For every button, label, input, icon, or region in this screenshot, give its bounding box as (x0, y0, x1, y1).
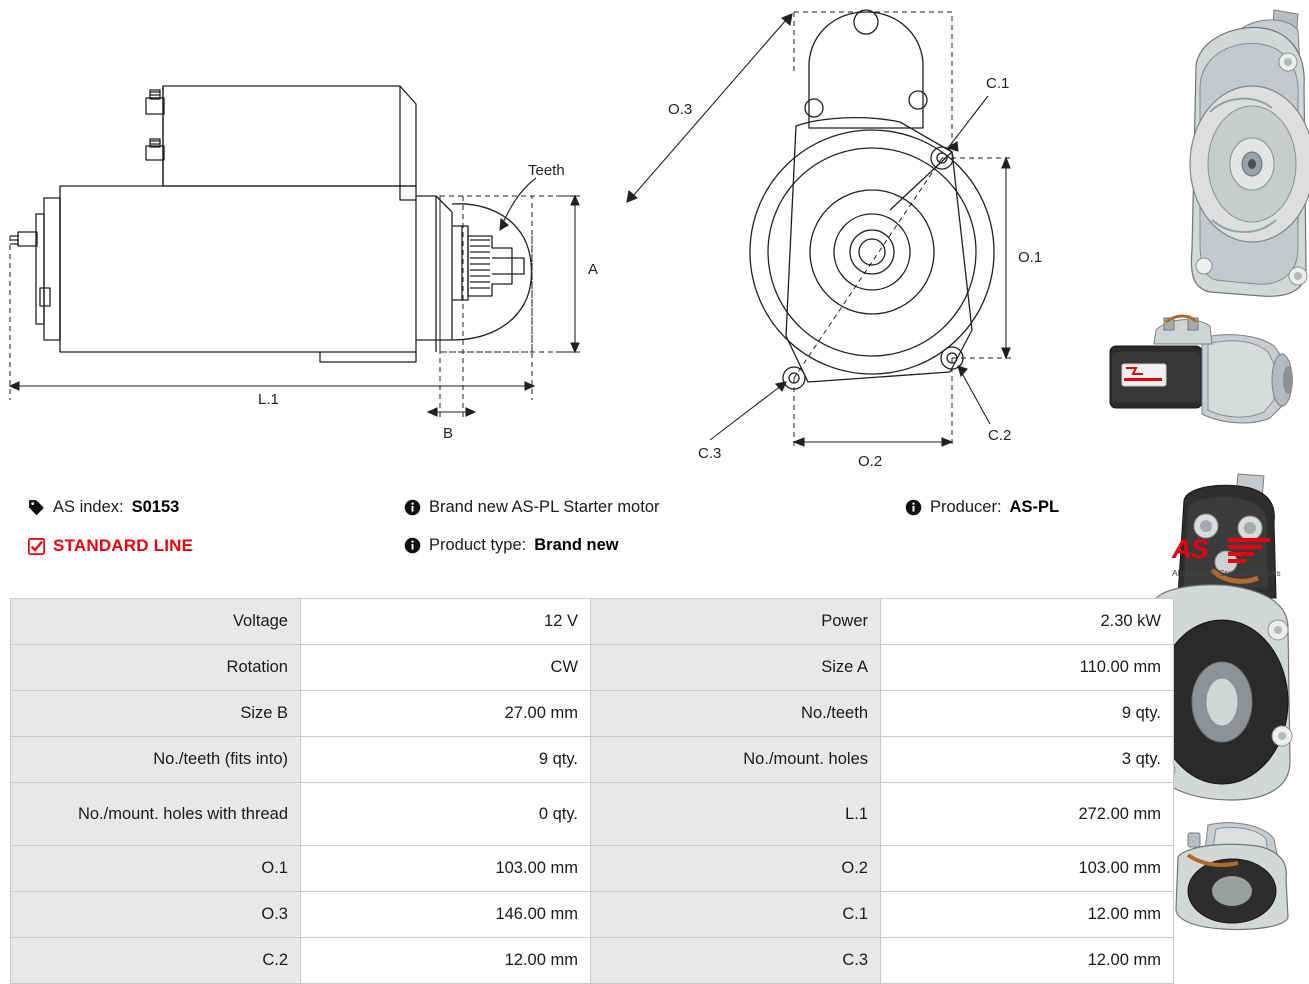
dimension-label-c3: C.3 (698, 445, 722, 462)
specifications-table (10, 598, 1174, 984)
spec-value: 272.00 mm (881, 783, 1174, 846)
spec-value: 146.00 mm (301, 892, 591, 938)
as-index (28, 498, 179, 517)
dimension-label-o1: O.1 (1018, 249, 1043, 266)
spec-key: O.3 (11, 892, 301, 938)
spec-key: No./mount. holes (591, 737, 881, 783)
table-row (11, 645, 1174, 691)
producer-value: AS-PL (1009, 498, 1060, 516)
spec-value: 12.00 mm (881, 892, 1174, 938)
table-row (11, 691, 1174, 737)
product-type-value: Brand new (534, 536, 619, 554)
spec-key: Size A (591, 645, 881, 691)
technical-drawings (0, 0, 1090, 480)
dimension-label-l1: L.1 (258, 391, 279, 408)
spec-key: No./mount. holes with thread (11, 783, 301, 846)
table-row (11, 737, 1174, 783)
dimension-label-c2: C.2 (988, 427, 1012, 444)
dimension-label-a: A (588, 261, 599, 278)
table-row (11, 938, 1174, 984)
spec-value: CW (301, 645, 591, 691)
dimension-label-teeth: Teeth (528, 162, 565, 179)
standard-line-text: STANDARD LINE (53, 536, 194, 555)
spec-value: 2.30 kW (881, 599, 1174, 645)
front-view-drawing (600, 0, 1090, 490)
spec-key: No./teeth (591, 691, 881, 737)
spec-key: C.1 (591, 892, 881, 938)
side-view-drawing (0, 0, 610, 480)
check-box-icon (28, 538, 45, 555)
spec-key: No./teeth (fits into) (11, 737, 301, 783)
spec-value: 9 qty. (301, 737, 591, 783)
dimension-label-o3: O.3 (668, 101, 693, 118)
starter-photo-drive-end (1092, 4, 1309, 304)
as-index-value: S0153 (131, 498, 180, 516)
spec-key: O.1 (11, 846, 301, 892)
spec-key: Rotation (11, 645, 301, 691)
spec-key: C.3 (591, 938, 881, 984)
producer-label: Producer: (930, 498, 1002, 516)
spec-value: 12 V (301, 599, 591, 645)
info-icon (404, 537, 421, 554)
as-index-label: AS index: (53, 498, 124, 516)
info-icon (905, 499, 922, 516)
aspl-logo-tagline: Alternators, Starters & Parts (1172, 568, 1281, 578)
spec-value: 12.00 mm (301, 938, 591, 984)
table-row (11, 846, 1174, 892)
product-type (404, 536, 619, 555)
dimension-label-o2: O.2 (858, 453, 883, 470)
spec-value: 12.00 mm (881, 938, 1174, 984)
spec-key: Power (591, 599, 881, 645)
producer (905, 498, 1059, 517)
info-icon (404, 499, 421, 516)
spec-value: 110.00 mm (881, 645, 1174, 691)
spec-key: L.1 (591, 783, 881, 846)
table-row (11, 599, 1174, 645)
product-description (404, 498, 660, 517)
dimension-label-c1: C.1 (986, 75, 1010, 92)
product-info (0, 498, 1080, 590)
spec-value: 9 qty. (881, 691, 1174, 737)
product-type-label: Product type: (429, 536, 527, 554)
spec-value: 0 qty. (301, 783, 591, 846)
aspl-logo-word: AS (1172, 534, 1208, 564)
spec-value: 27.00 mm (301, 691, 591, 737)
info-row-bottom (0, 536, 1080, 576)
starter-photo-side (1092, 308, 1309, 438)
product-description-text: Brand new AS-PL Starter motor (429, 498, 660, 516)
spec-value: 3 qty. (881, 737, 1174, 783)
tag-icon (28, 499, 45, 516)
info-row-top (0, 498, 1080, 538)
spec-value: 103.00 mm (881, 846, 1174, 892)
dimension-label-b: B (443, 425, 454, 442)
spec-value: 103.00 mm (301, 846, 591, 892)
spec-key: C.2 (11, 938, 301, 984)
spec-key: Voltage (11, 599, 301, 645)
spec-key: Size B (11, 691, 301, 737)
aspl-logo-bars (1228, 538, 1270, 566)
table-row (11, 783, 1174, 846)
standard-line-badge (28, 536, 193, 556)
aspl-logo (1172, 536, 1290, 580)
spec-key: O.2 (591, 846, 881, 892)
table-row (11, 892, 1174, 938)
